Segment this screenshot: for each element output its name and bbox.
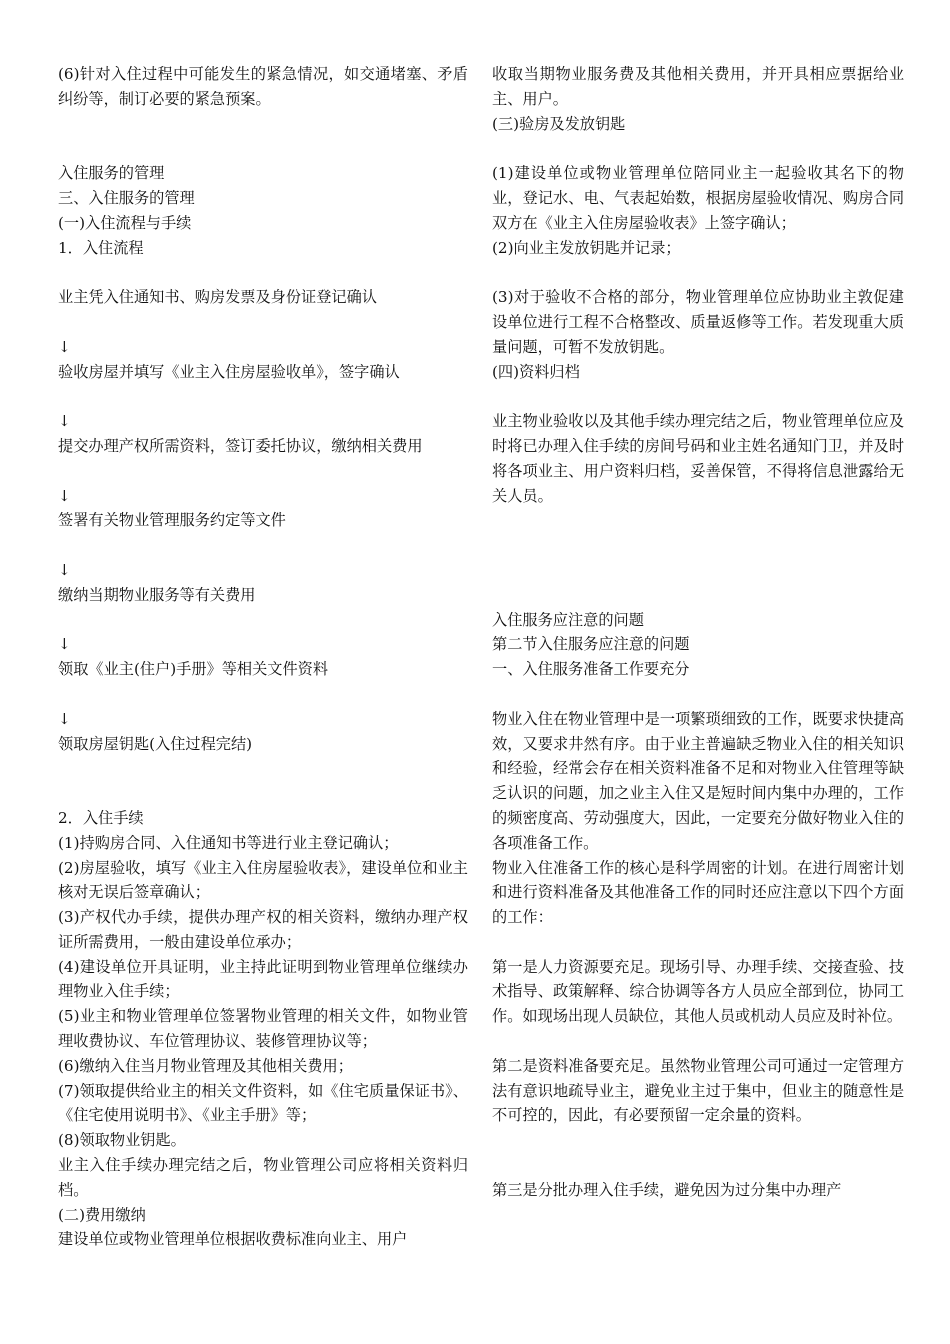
left-paragraph: (5)业主和物业管理单位签署物业管理的相关文件，如物业管理收费协议、车位管理协议、装修管理协议等； (58, 1007, 468, 1051)
blank-line (492, 384, 904, 409)
left-paragraph: 领取房屋钥匙(入住过程完结) (58, 734, 253, 753)
blank-line (492, 136, 904, 161)
right-paragraph: 物业入住准备工作的核心是科学周密的计划。在进行周密计划和进行资料准备及其他准备工作的同时还应注意以下四个方面的工作： (492, 858, 904, 927)
blank-line (58, 112, 468, 137)
left-column (58, 62, 468, 1252)
right-paragraph: 收取当期物业服务费及其他相关费用，并开具相应票据给业主、用户。 (492, 65, 904, 108)
left-paragraph: ↓ (58, 709, 71, 728)
left-paragraph: 三、入住服务的管理 (58, 188, 195, 207)
left-paragraph: (8)领取物业钥匙。 (58, 1131, 186, 1150)
blank-line (492, 1128, 904, 1153)
left-paragraph: (一)入住流程与手续 (58, 213, 192, 232)
blank-line (492, 930, 904, 955)
blank-line (492, 1029, 904, 1054)
left-paragraph: (6)缴纳入住当月物业管理及其他相关费用； (58, 1056, 353, 1075)
right-paragraph: (2)向业主发放钥匙并记录； (492, 238, 681, 257)
blank-line (58, 756, 468, 781)
right-paragraph: 第一是人力资源要充足。现场引导、办理手续、交接查验、技术指导、政策解释、综合协调等各方人员应全部到位，协同工作。如现场出现人员缺位，其他人员或机动人员应及时补位。 (492, 957, 904, 1026)
left-paragraph: 业主凭入住通知书、购房发票及身份证登记确认 (58, 288, 377, 307)
right-paragraph: 入住服务应注意的问题 (492, 610, 644, 629)
left-paragraph: 提交办理产权所需资料，签订委托协议，缴纳相关费用 (58, 436, 423, 455)
right-paragraph: (四)资料归档 (492, 362, 580, 381)
left-paragraph: 业主入住手续办理完结之后，物业管理公司应将相关资料归档。 (58, 1156, 468, 1199)
left-paragraph: 入住服务的管理 (58, 164, 165, 183)
blank-line (58, 781, 468, 806)
blank-line (58, 459, 468, 484)
right-paragraph: 业主物业验收以及其他手续办理完结之后，物业管理单位应及时将已办理入住手续的房间号码和业主姓名通知门卫，并及时将各项业主、用户资料归档，妥善保管，不得将信息泄露给无关人员。 (492, 412, 904, 505)
blank-line (492, 260, 904, 285)
left-paragraph: 缴纳当期物业服务等有关费用 (58, 585, 256, 604)
blank-line (58, 682, 468, 707)
right-paragraph: 第三是分批办理入住手续，避免因为过分集中办理产 (492, 1180, 842, 1199)
left-paragraph: (4)建设单位开具证明，业主持此证明到物业管理单位继续办理物业入住手续； (58, 957, 468, 1001)
left-paragraph: 2．入住手续 (58, 808, 144, 827)
right-paragraph: 一、入住服务准备工作要充分 (492, 660, 690, 679)
right-paragraph: 第二是资料准备要充足。虽然物业管理公司可通过一定管理方法有意识地疏导业主，避免业主过于集中，但业主的随意性是不可控的，因此，有必要预留一定余量的资料。 (492, 1056, 904, 1125)
left-paragraph: 建设单位或物业管理单位根据收费标准向业主、用户 (58, 1230, 408, 1249)
left-paragraph: 领取《业主(住户)手册》等相关文件资料 (58, 660, 329, 679)
blank-line (492, 558, 904, 583)
blank-line (492, 533, 904, 558)
blank-line (58, 384, 468, 409)
blank-line (492, 583, 904, 608)
left-paragraph: 签署有关物业管理服务约定等文件 (58, 511, 286, 530)
left-paragraph: ↓ (58, 486, 71, 505)
left-paragraph: (7)领取提供给业主的相关文件资料，如《住宅质量保证书》、《住宅使用说明书》、《业主手册》等； (58, 1081, 468, 1125)
blank-line (58, 136, 468, 161)
right-paragraph: (三)验房及发放钥匙 (492, 114, 626, 133)
blank-line (58, 533, 468, 558)
left-paragraph: ↓ (58, 560, 71, 579)
blank-line (58, 310, 468, 335)
right-paragraph: (3)对于验收不合格的部分，物业管理单位应协助业主敦促建设单位进行工程不合格整改、质量返修等工作。若发现重大质量问题，可暂不发放钥匙。 (492, 288, 904, 356)
blank-line (58, 260, 468, 285)
right-column (492, 62, 904, 1203)
left-paragraph: (2)房屋验收，填写《业主入住房屋验收表》，建设单位和业主核对无误后签章确认； (58, 858, 468, 902)
right-paragraph: 第二节入住服务应注意的问题 (492, 635, 690, 654)
left-paragraph: 验收房屋并填写《业主入住房屋验收单》，签字确认 (58, 362, 400, 381)
right-paragraph: 物业入住在物业管理中是一项繁琐细致的工作，既要求快捷高效，又要求井然有序。由于业主普遍缺乏物业入住的相关知识和经验，经常会存在相关资料准备不足和对物业入住管理等缺乏认识的问题，加之业主入住又是短时间内集中办理的，工作的频密度高、劳动强度大，因此，一定要充分做好物业入住的各项准备工作。 (492, 709, 904, 852)
blank-line (492, 508, 904, 533)
left-paragraph: (1)持购房合同、入住通知书等进行业主登记确认； (58, 833, 399, 852)
left-paragraph: (二)费用缴纳 (58, 1205, 146, 1224)
left-paragraph: ↓ (58, 635, 71, 654)
left-paragraph: ↓ (58, 337, 71, 356)
blank-line (492, 682, 904, 707)
blank-line (492, 1153, 904, 1178)
left-paragraph: 1．入住流程 (58, 238, 144, 257)
left-paragraph: (3)产权代办手续，提供办理产权的相关资料，缴纳办理产权证所需费用，一般由建设单位承办； (58, 908, 468, 951)
left-paragraph: ↓ (58, 412, 71, 431)
right-paragraph: (1)建设单位或物业管理单位陪同业主一起验收其名下的物业，登记水、电、气表起始数，根据房屋验收情况、购房合同双方在《业主入住房屋验收表》上签字确认； (492, 164, 904, 232)
left-paragraph: (6)针对入住过程中可能发生的紧急情况，如交通堵塞、矛盾纠纷等，制订必要的紧急预案。 (58, 65, 468, 108)
blank-line (58, 608, 468, 633)
